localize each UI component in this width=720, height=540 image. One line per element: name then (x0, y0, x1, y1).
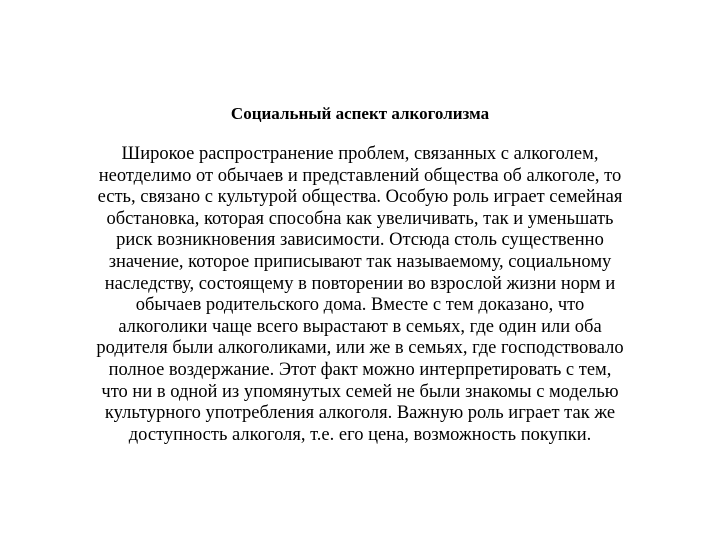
text-line: алкоголики чаще всего вырастают в семьях, где один или оба (118, 316, 602, 337)
text-line: родителя были алкоголиками, или же в семьях, где господствовало (96, 338, 624, 359)
slide-body-text (30, 144, 690, 446)
text-line: культурного употребления алкоголя. Важную роль играет так же (104, 403, 616, 424)
text-line: полное воздержание. Этот факт можно интерпретировать с тем, (108, 359, 612, 380)
text-line: риск возникновения зависимости. Отсюда столь существенно (116, 230, 604, 251)
text-line: что ни в одной из упомянутых семей не были знакомы с моделью (101, 381, 619, 402)
text-line: неотделимо от обычаев и представлений общества об алкоголе, то (98, 165, 622, 186)
text-line: наследству, состоящему в повторении во взрослой жизни норм и (104, 273, 616, 294)
slide-title: Социальный аспект алкоголизма (230, 104, 490, 123)
text-line: обстановка, которая способна как увеличивать, так и уменьшать (106, 208, 614, 229)
text-line: обычаев родительского дома. Вместе с тем доказано, что (135, 295, 585, 316)
text-line: доступность алкоголя, т.е. его цена, возможность покупки. (128, 424, 592, 445)
text-line: Широкое распространение проблем, связанных с алкоголем, (121, 144, 599, 164)
text-line: значение, которое приписывают так называемому, социальному (108, 251, 612, 272)
text-line: есть, связано с культурой общества. Особую роль играет семейная (97, 187, 623, 208)
